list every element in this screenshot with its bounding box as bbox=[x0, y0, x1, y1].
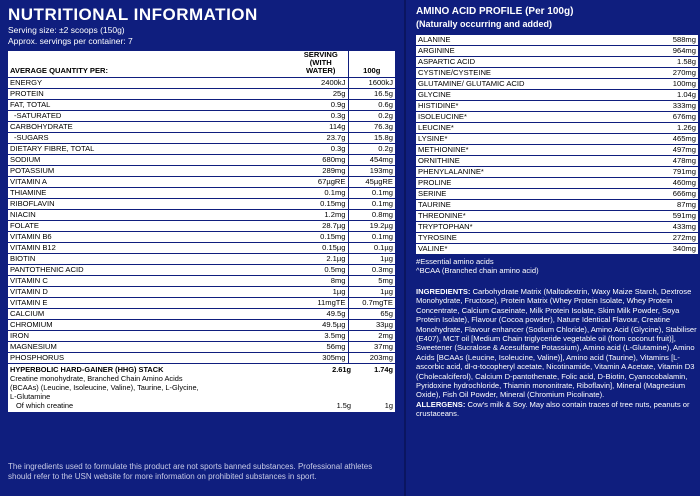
nutrient-name: IRON bbox=[8, 331, 294, 342]
nutrient-per100: 0.1mg bbox=[348, 232, 395, 243]
amino-value: 478mg bbox=[636, 156, 698, 167]
amino-name: VALINE* bbox=[416, 244, 636, 255]
nutrient-serving: 0.1mg bbox=[294, 188, 348, 199]
nutrient-serving: 0.15mg bbox=[294, 232, 348, 243]
list-item bbox=[416, 145, 698, 156]
nutrient-name: VITAMIN C bbox=[8, 276, 294, 287]
table-header bbox=[8, 51, 395, 78]
nutrient-serving: 0.3g bbox=[294, 111, 348, 122]
list-item bbox=[416, 46, 698, 57]
table-row bbox=[8, 309, 395, 320]
amino-value: 1.04g bbox=[636, 90, 698, 101]
amino-name: ALANINE bbox=[416, 35, 636, 46]
nutrient-serving: 67µgRE bbox=[294, 177, 348, 188]
list-item bbox=[416, 123, 698, 134]
hhg-stack-per100: 1.74g bbox=[374, 365, 393, 374]
hhg-stack-name: HYPERBOLIC HARD-GAINER (HHG) STACK bbox=[10, 365, 164, 374]
nutrient-name: FAT, TOTAL bbox=[8, 100, 294, 111]
list-item bbox=[416, 101, 698, 112]
table-row bbox=[8, 78, 395, 89]
amino-value: 791mg bbox=[636, 167, 698, 178]
amino-value: 465mg bbox=[636, 134, 698, 145]
nutrient-name: POTASSIUM bbox=[8, 166, 294, 177]
amino-name: TYROSINE bbox=[416, 233, 636, 244]
nutrient-name: PHOSPHORUS bbox=[8, 353, 294, 364]
allergens-label: ALLERGENS: bbox=[416, 399, 466, 409]
nutrient-serving: 289mg bbox=[294, 166, 348, 177]
amino-name: ARGININE bbox=[416, 46, 636, 57]
table-row bbox=[8, 210, 395, 221]
amino-value: 497mg bbox=[636, 145, 698, 156]
table-row bbox=[8, 100, 395, 111]
list-item bbox=[416, 35, 698, 46]
amino-title: AMINO ACID PROFILE (Per 100g) bbox=[416, 6, 574, 17]
serving-size: Serving size: ±2 scoops (150g) bbox=[8, 25, 125, 35]
table-row bbox=[8, 342, 395, 353]
amino-value: 1.26g bbox=[636, 123, 698, 134]
amino-note-essential: #Essential amino acids bbox=[416, 257, 494, 266]
list-item bbox=[416, 134, 698, 145]
hhg-desc-line: L-Glutamine bbox=[10, 392, 51, 401]
list-item bbox=[416, 211, 698, 222]
nutrient-per100: 45µgRE bbox=[348, 177, 395, 188]
amino-name: THREONINE* bbox=[416, 211, 636, 222]
nutrient-serving: 2.1µg bbox=[294, 254, 348, 265]
amino-value: 964mg bbox=[636, 46, 698, 57]
nutrient-serving: 0.3g bbox=[294, 144, 348, 155]
allergens bbox=[416, 400, 698, 419]
ingredients bbox=[416, 287, 698, 400]
amino-name: SERINE bbox=[416, 189, 636, 200]
amino-panel bbox=[416, 0, 698, 419]
list-item bbox=[416, 200, 698, 211]
list-item bbox=[416, 156, 698, 167]
nutrient-name: VITAMIN A bbox=[8, 177, 294, 188]
nutrient-serving: 8mg bbox=[294, 276, 348, 287]
table-row bbox=[8, 353, 395, 364]
amino-name: GLUTAMINE/ GLUTAMIC ACID bbox=[416, 79, 636, 90]
amino-subtitle: (Naturally occurring and added) bbox=[416, 19, 553, 29]
nutrient-per100: 65g bbox=[348, 309, 395, 320]
nutrient-serving: 0.15mg bbox=[294, 199, 348, 210]
amino-name: LYSINE* bbox=[416, 134, 636, 145]
nutrient-name: FOLATE bbox=[8, 221, 294, 232]
nutrient-name: -SATURATED bbox=[8, 111, 294, 122]
nutrient-per100: 0.7mgTE bbox=[348, 298, 395, 309]
amino-value: 87mg bbox=[636, 200, 698, 211]
amino-value: 676mg bbox=[636, 112, 698, 123]
table-row bbox=[8, 331, 395, 342]
table-row bbox=[8, 177, 395, 188]
amino-name: LEUCINE* bbox=[416, 123, 636, 134]
amino-value: 460mg bbox=[636, 178, 698, 189]
table-row bbox=[8, 232, 395, 243]
list-item bbox=[416, 68, 698, 79]
nutrient-per100: 0.1mg bbox=[348, 188, 395, 199]
amino-table bbox=[416, 35, 698, 255]
nutrient-per100: 15.8g bbox=[348, 133, 395, 144]
list-item bbox=[416, 167, 698, 178]
amino-name: ASPARTIC ACID bbox=[416, 57, 636, 68]
nutrient-per100: 0.2g bbox=[348, 111, 395, 122]
nutrient-per100: 0.2g bbox=[348, 144, 395, 155]
nutrient-per100: 76.3g bbox=[348, 122, 395, 133]
table-row bbox=[8, 287, 395, 298]
nutrient-per100: 37mg bbox=[348, 342, 395, 353]
header-per100: 100g bbox=[348, 51, 395, 78]
nutrient-per100: 0.1µg bbox=[348, 243, 395, 254]
amino-name: ISOLEUCINE* bbox=[416, 112, 636, 123]
hhg-stack-row bbox=[10, 365, 393, 374]
nutrient-per100: 203mg bbox=[348, 353, 395, 364]
list-item bbox=[416, 233, 698, 244]
nutrient-name: MAGNESIUM bbox=[8, 342, 294, 353]
amino-value: 270mg bbox=[636, 68, 698, 79]
nutrient-name: VITAMIN E bbox=[8, 298, 294, 309]
nutrient-name: RIBOFLAVIN bbox=[8, 199, 294, 210]
nutrient-serving: 56mg bbox=[294, 342, 348, 353]
amino-name: PROLINE bbox=[416, 178, 636, 189]
allergens-text: Cow's milk & Soy. May also contain traces of tree nuts, peanuts or crustaceans. bbox=[416, 399, 690, 419]
nutrient-serving: 2400kJ bbox=[294, 78, 348, 89]
nutrient-name: VITAMIN B12 bbox=[8, 243, 294, 254]
nutrient-per100: 0.3mg bbox=[348, 265, 395, 276]
hhg-desc-line: (BCAAs) (Leucine, Isoleucine, Valine), Taurine, L-Glycine, bbox=[10, 383, 199, 392]
nutrient-serving: 114g bbox=[294, 122, 348, 133]
nutrient-serving: 1.2mg bbox=[294, 210, 348, 221]
amino-value: 588mg bbox=[636, 35, 698, 46]
nutrient-per100: 5mg bbox=[348, 276, 395, 287]
amino-name: TAURINE bbox=[416, 200, 636, 211]
ingredients-text: Carbohydrate Matrix (Maltodextrin, Waxy Maize Starch, Dextrose Monohydrate, Fructose), Protein Matrix (Whey Protein Isolate, Whey Protein Concentrate, Calcium Caseinate, Milk Protein Isolate, Skim Milk Powder, Soya Protein Isolate), Flavour (Cocoa powder), Nature Identical Flavour, Creatine Monohydrate, Flavour enhancer (Sodium Chloride), Amino Acid (Glycine), Stabiliser (E407), MCT oil [Medium Chain triglyceride vegetable oil (from coconut fruit)], Sweetener (Sucralose & Acesulfame Potassium), Amino acid (L-Glutamine), Amino Acids [BCAAs (Leucine, Isoleucine, Valine)], Amino acid (Taurine), Vitamins [L-ascorbic acid, dl-α-tocopheryl acetate, Nicotinamide, Vitamin A Acetate, Vitamin D3 (Cholecalciferol), Calcium D-pantothenate, Folic acid, D-Biotin, Cyanocobalamin, Pyridoxine hydrochloride, Thiamin mononitrate, Riboflavin], Mineral (Magnesium Oxide), Fish Oil Powder, Mineral (Chromium Picolinate). bbox=[416, 287, 697, 400]
amino-name: CYSTINE/CYSTEINE bbox=[416, 68, 636, 79]
table-row bbox=[8, 133, 395, 144]
page-title: NUTRITIONAL INFORMATION bbox=[8, 5, 258, 24]
nutrient-per100: 0.1mg bbox=[348, 199, 395, 210]
amino-value: 591mg bbox=[636, 211, 698, 222]
nutrient-name: BIOTIN bbox=[8, 254, 294, 265]
nutrient-name: PROTEIN bbox=[8, 89, 294, 100]
nutrient-serving: 49.5µg bbox=[294, 320, 348, 331]
nutrient-per100: 0.8mg bbox=[348, 210, 395, 221]
hhg-desc-line: Creatine monohydrate, Branched Chain Amino Acids bbox=[10, 374, 183, 383]
amino-value: 100mg bbox=[636, 79, 698, 90]
nutrient-per100: 1µg bbox=[348, 254, 395, 265]
nutrient-name: CHROMIUM bbox=[8, 320, 294, 331]
nutrient-serving: 28.7µg bbox=[294, 221, 348, 232]
nutrient-name: CARBOHYDRATE bbox=[8, 122, 294, 133]
nutrient-name: DIETARY FIBRE, TOTAL bbox=[8, 144, 294, 155]
nutrient-per100: 19.2µg bbox=[348, 221, 395, 232]
amino-value: 340mg bbox=[636, 244, 698, 255]
nutrient-serving: 0.15µg bbox=[294, 243, 348, 254]
footer-disclaimer: The ingredients used to formulate this product are not sports banned substances. Professional athletes should refer to the USN website for more information on prohibited substances in sport. bbox=[8, 462, 373, 481]
amino-name: ORNITHINE bbox=[416, 156, 636, 167]
nutrient-serving: 0.5mg bbox=[294, 265, 348, 276]
list-item bbox=[416, 90, 698, 101]
nutrient-name: SODIUM bbox=[8, 155, 294, 166]
nutrient-per100: 1600kJ bbox=[348, 78, 395, 89]
table-row bbox=[8, 89, 395, 100]
nutrient-name: CALCIUM bbox=[8, 309, 294, 320]
table-row bbox=[8, 276, 395, 287]
nutrient-per100: 193mg bbox=[348, 166, 395, 177]
nutrient-per100: 0.6g bbox=[348, 100, 395, 111]
nutrient-serving: 49.5g bbox=[294, 309, 348, 320]
amino-name: HISTIDINE* bbox=[416, 101, 636, 112]
nutrient-serving: 305mg bbox=[294, 353, 348, 364]
table-row bbox=[8, 243, 395, 254]
nutrient-serving: 1µg bbox=[294, 287, 348, 298]
nutrient-name: -SUGARS bbox=[8, 133, 294, 144]
nutrient-per100: 33µg bbox=[348, 320, 395, 331]
table-row bbox=[8, 122, 395, 133]
table-row bbox=[8, 199, 395, 210]
table-row bbox=[8, 221, 395, 232]
nutrient-name: PANTOTHENIC ACID bbox=[8, 265, 294, 276]
nutrition-panel bbox=[8, 0, 395, 412]
table-row bbox=[8, 111, 395, 122]
hhg-stack-serving: 2.61g bbox=[332, 365, 351, 374]
amino-name: TRYPTOPHAN* bbox=[416, 222, 636, 233]
table-row bbox=[8, 144, 395, 155]
nutrient-serving: 23.7g bbox=[294, 133, 348, 144]
nutrient-name: THIAMINE bbox=[8, 188, 294, 199]
amino-name: PHENYLALANINE* bbox=[416, 167, 636, 178]
table-row bbox=[8, 155, 395, 166]
nutrient-per100: 16.5g bbox=[348, 89, 395, 100]
table-row bbox=[8, 188, 395, 199]
list-item bbox=[416, 189, 698, 200]
amino-value: 1.58g bbox=[636, 57, 698, 68]
nutrition-table bbox=[8, 51, 395, 364]
nutrient-serving: 25g bbox=[294, 89, 348, 100]
amino-value: 272mg bbox=[636, 233, 698, 244]
ingredients-label: INGREDIENTS: bbox=[416, 287, 471, 296]
amino-value: 333mg bbox=[636, 101, 698, 112]
creatine-label: Of which creatine bbox=[16, 401, 74, 410]
list-item bbox=[416, 178, 698, 189]
list-item bbox=[416, 112, 698, 123]
nutrient-per100: 1µg bbox=[348, 287, 395, 298]
nutrient-name: VITAMIN B6 bbox=[8, 232, 294, 243]
table-row bbox=[8, 298, 395, 309]
nutrient-name: NIACIN bbox=[8, 210, 294, 221]
nutrient-name: VITAMIN D bbox=[8, 287, 294, 298]
nutrient-serving: 11mgTE bbox=[294, 298, 348, 309]
header-label: AVERAGE QUANTITY PER: bbox=[8, 51, 294, 78]
creatine-row bbox=[10, 401, 393, 410]
amino-name: METHIONINE* bbox=[416, 145, 636, 156]
amino-note-bcaa: ^BCAA (Branched chain amino acid) bbox=[416, 266, 539, 275]
table-row bbox=[8, 254, 395, 265]
hhg-stack bbox=[8, 364, 395, 412]
list-item bbox=[416, 79, 698, 90]
nutrient-serving: 680mg bbox=[294, 155, 348, 166]
header-serving: SERVING (WITH WATER) bbox=[294, 51, 348, 78]
table-row bbox=[8, 265, 395, 276]
list-item bbox=[416, 244, 698, 255]
amino-value: 666mg bbox=[636, 189, 698, 200]
nutrient-serving: 0.9g bbox=[294, 100, 348, 111]
nutrient-name: ENERGY bbox=[8, 78, 294, 89]
nutrient-per100: 2mg bbox=[348, 331, 395, 342]
list-item bbox=[416, 222, 698, 233]
table-row bbox=[8, 166, 395, 177]
nutrient-serving: 3.5mg bbox=[294, 331, 348, 342]
table-row bbox=[8, 320, 395, 331]
creatine-per100: 1g bbox=[384, 401, 393, 410]
amino-name: GLYCINE bbox=[416, 90, 636, 101]
creatine-serving: 1.5g bbox=[336, 401, 351, 410]
amino-value: 433mg bbox=[636, 222, 698, 233]
servings-per-container: Approx. servings per container: 7 bbox=[8, 36, 133, 46]
nutrient-per100: 454mg bbox=[348, 155, 395, 166]
list-item bbox=[416, 57, 698, 68]
column-divider bbox=[404, 0, 406, 496]
